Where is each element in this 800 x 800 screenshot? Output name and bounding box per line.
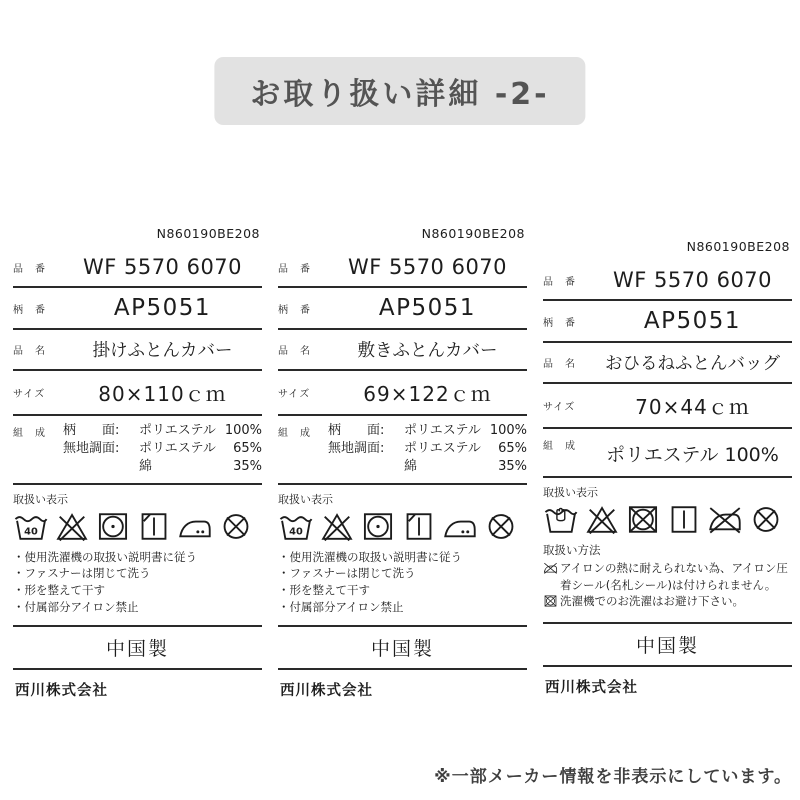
origin-row: 中国製 [13, 627, 262, 670]
size-row [278, 371, 527, 416]
product-name-label: 品 名 [13, 346, 46, 357]
care-note-text: ・使用洗濯機の取扱い説明書に従う [278, 549, 462, 564]
care-note [278, 565, 527, 582]
product-name-row [278, 330, 527, 371]
care-symbols-title: 取扱い表示 [278, 492, 333, 506]
wash-40-icon [278, 510, 314, 543]
iron-2dot-icon [177, 510, 213, 543]
care-label-card [278, 226, 527, 700]
wash-40-icon [13, 510, 49, 543]
care-notes-title: 取扱い方法 [543, 543, 601, 557]
pattern-no-row [543, 301, 792, 343]
care-note [543, 593, 792, 613]
company-name: 西川株式会社 [280, 682, 373, 699]
care-labels-row [13, 226, 792, 700]
product-no-row [278, 248, 527, 288]
line-dry-shade-icon [401, 510, 437, 543]
line-dry-shade-icon [136, 510, 172, 543]
composition-line: 柄 面: ポリエステル 100% [328, 423, 527, 438]
no-bleach-icon [319, 510, 355, 543]
no-dry-clean-icon [748, 503, 784, 536]
care-symbols-title: 取扱い表示 [13, 492, 68, 506]
company-name: 西川株式会社 [15, 682, 108, 699]
care-note-text: 洗濯機でのお洗濯はお避け下さい。 [560, 594, 744, 609]
pattern-no-row [13, 288, 262, 330]
care-note [278, 582, 527, 599]
care-note-text: ・ファスナーは閉じて洗う [13, 566, 151, 581]
composition-label: 組 成 [13, 428, 46, 439]
composition-line: 綿 35% [139, 458, 262, 474]
tumble-dry-low-icon [360, 510, 396, 543]
size-value: 69×122ｃｍ [363, 382, 492, 406]
care-note-text: ・形を整えて干す [278, 583, 370, 598]
composition-line: 綿 35% [404, 458, 527, 474]
care-section [278, 485, 527, 627]
composition-value: ポリエステル 100% [606, 444, 779, 466]
label-code: N860190BE208 [686, 239, 790, 254]
footer-disclaimer: ※一部メーカー情報を非表示にしています。 [434, 767, 792, 787]
care-note [278, 549, 527, 566]
origin-row: 中国製 [278, 627, 527, 670]
product-name-value: おひるねふとんバッグ [605, 354, 780, 374]
no-dry-clean-icon [218, 510, 254, 543]
no-iron-mini-icon [543, 560, 560, 593]
svg-text:40: 40 [289, 526, 303, 538]
pattern-no-value: AP5051 [378, 295, 477, 321]
pattern-no-value: AP5051 [113, 295, 212, 321]
no-iron-icon [707, 503, 743, 536]
care-note-text: ・付属部分アイロン禁止 [278, 599, 404, 614]
pattern-no-label: 柄 番 [13, 304, 46, 316]
care-notes [278, 549, 527, 616]
product-name-row [543, 343, 792, 384]
composition-lines [328, 422, 527, 476]
composition-line: 無地調面: ポリエステル 65% [63, 440, 262, 456]
product-no-value: WF 5570 6070 [347, 255, 508, 279]
composition-lines [63, 422, 262, 476]
composition-lines [593, 435, 792, 467]
line-dry-icon [666, 503, 702, 536]
page-title: お取り扱い詳細 -2- [214, 57, 585, 125]
product-no-value: WF 5570 6070 [612, 268, 773, 292]
pattern-no-label: 柄 番 [278, 304, 311, 316]
size-label: サイズ [13, 389, 46, 400]
care-note [13, 565, 262, 582]
label-code: N860190BE208 [421, 226, 525, 241]
care-notes [543, 560, 792, 613]
care-label-card [543, 239, 792, 700]
product-name-row [13, 330, 262, 371]
composition-row-group [543, 429, 792, 478]
product-name-value: 敷きふとんカバー [357, 341, 498, 361]
size-label: サイズ [543, 402, 576, 413]
iron-2dot-icon [442, 510, 478, 543]
size-row [13, 371, 262, 416]
care-note [13, 599, 262, 616]
hand-wash-icon [543, 503, 579, 536]
no-tumble-dry-icon [625, 503, 661, 536]
pattern-no-value: AP5051 [643, 308, 742, 334]
composition-label: 組 成 [543, 441, 576, 452]
care-note-text: ・付属部分アイロン禁止 [13, 599, 139, 614]
product-no-value: WF 5570 6070 [82, 255, 243, 279]
care-notes [13, 549, 262, 616]
product-no-label: 品 番 [543, 276, 576, 288]
care-note-text: ・形を整えて干す [13, 583, 105, 598]
care-section [543, 478, 792, 624]
product-no-row [13, 248, 262, 288]
size-value: 70×44ｃｍ [635, 395, 750, 419]
product-name-value: 掛けふとんカバー [92, 341, 233, 361]
composition-label: 組 成 [278, 428, 311, 439]
company-name: 西川株式会社 [545, 680, 638, 697]
pattern-no-label: 柄 番 [543, 317, 576, 329]
product-name-label: 品 名 [278, 346, 311, 357]
no-bleach-icon [584, 503, 620, 536]
no-bleach-icon [54, 510, 90, 543]
size-label: サイズ [278, 389, 311, 400]
composition-line: 無地調面: ポリエステル 65% [328, 440, 527, 456]
care-symbols-row [13, 510, 262, 543]
composition-line: 柄 面: ポリエステル 100% [63, 423, 262, 438]
composition-row-group [13, 416, 262, 485]
pattern-no-row [278, 288, 527, 330]
care-note-text: ・使用洗濯機の取扱い説明書に従う [13, 549, 197, 564]
care-label-card [13, 226, 262, 700]
svg-text:40: 40 [24, 526, 38, 538]
composition-row-group [278, 416, 527, 485]
care-note-text: ・ファスナーは閉じて洗う [278, 566, 416, 581]
product-no-row [543, 261, 792, 301]
product-no-label: 品 番 [278, 263, 311, 275]
product-no-label: 品 番 [13, 263, 46, 275]
product-name-label: 品 名 [543, 359, 576, 370]
size-value: 80×110ｃｍ [98, 382, 227, 406]
care-note [13, 549, 262, 566]
care-section [13, 485, 262, 627]
care-symbols-row [543, 503, 792, 536]
no-tumble-dry-mini-icon [543, 593, 560, 613]
care-note [278, 599, 527, 616]
care-note [543, 560, 792, 593]
care-symbols-row [278, 510, 527, 543]
origin-row: 中国製 [543, 624, 792, 667]
care-note [13, 582, 262, 599]
care-symbols-title: 取扱い表示 [543, 486, 598, 499]
label-code: N860190BE208 [156, 226, 260, 241]
care-note-text: アイロンの熱に耐えられない為、アイロン圧着シール(名札シール)は付けられません。 [560, 561, 788, 592]
size-row [543, 384, 792, 429]
no-dry-clean-icon [483, 510, 519, 543]
tumble-dry-low-icon [95, 510, 131, 543]
